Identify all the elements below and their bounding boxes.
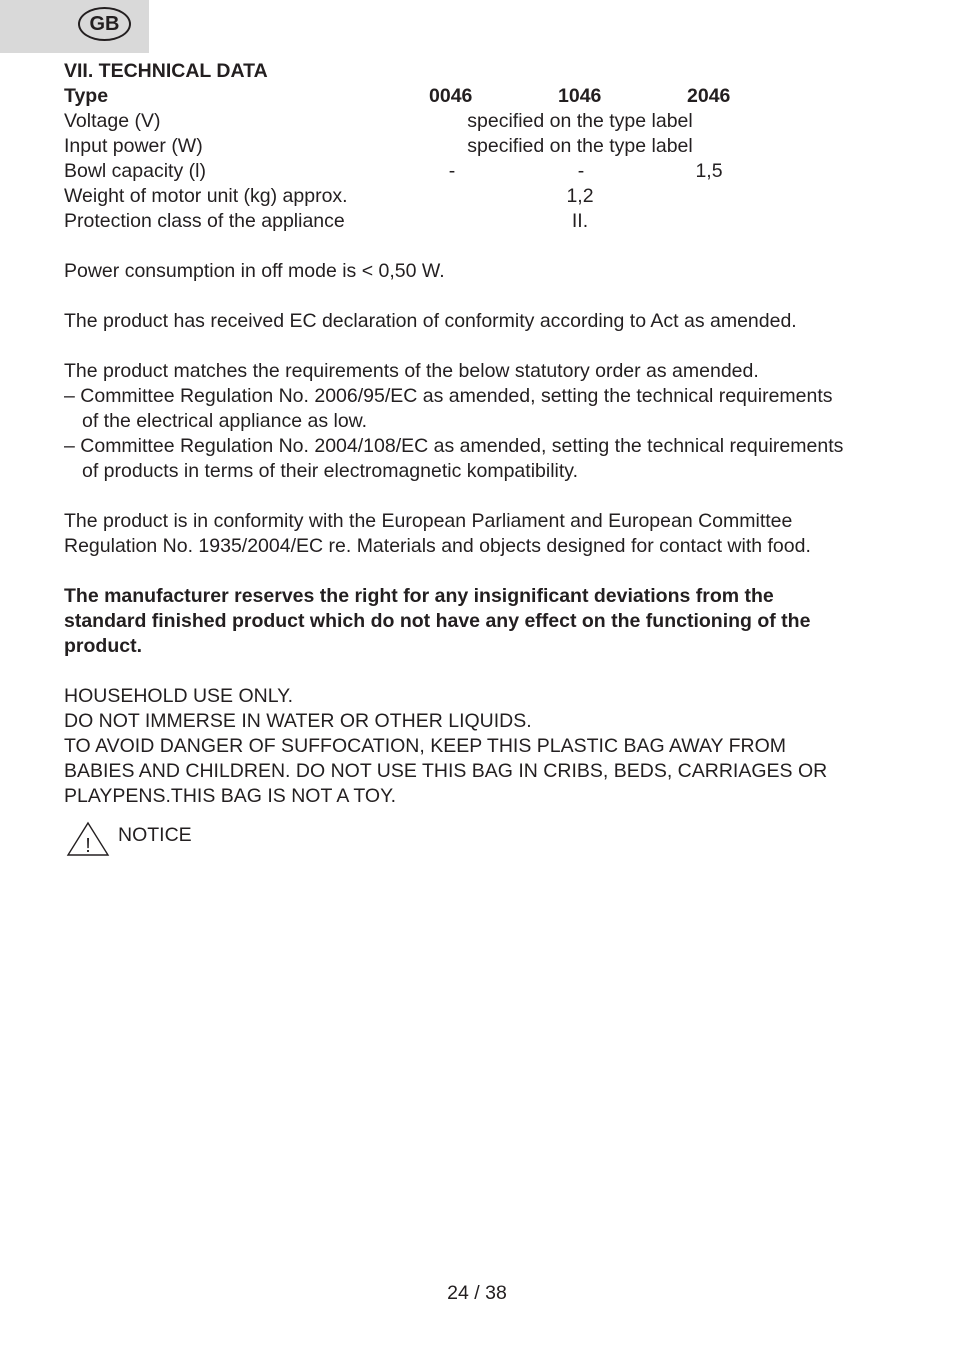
- svg-text:!: !: [85, 835, 91, 857]
- regulation-item-1-cont: of the electrical appliance as low.: [82, 410, 368, 432]
- row-value-2046: 1,5: [695, 160, 723, 182]
- row-value: 1,2: [566, 185, 594, 207]
- regulation-item-1: – Committee Regulation No. 2006/95/EC as amended, setting the technical requirements: [64, 385, 833, 407]
- row-label: Input power (W): [64, 135, 203, 157]
- page-number: 24 / 38: [447, 1282, 507, 1304]
- food-conformity-line-2: Regulation No. 1935/2004/EC re. Materials and objects designed for contact with food.: [64, 535, 811, 557]
- bag-warning-line-3: PLAYPENS.THIS BAG IS NOT A TOY.: [64, 785, 396, 807]
- language-tab: [0, 0, 149, 53]
- row-label: Voltage (V): [64, 110, 161, 132]
- manufacturer-note-line-1: The manufacturer reserves the right for any insignificant deviations from the: [64, 585, 774, 607]
- power-consumption-text: Power consumption in off mode is < 0,50 W.: [64, 260, 445, 282]
- notice-row: [64, 821, 894, 861]
- row-label: Protection class of the appliance: [64, 210, 345, 232]
- household-use-text: HOUSEHOLD USE ONLY.: [64, 685, 294, 707]
- notice-label: NOTICE: [118, 824, 192, 846]
- ec-declaration-text: The product has received EC declaration of conformity according to Act as amended.: [64, 310, 797, 332]
- type-col-1046: 1046: [558, 85, 602, 107]
- bag-warning-line-2: BABIES AND CHILDREN. DO NOT USE THIS BAG IN CRIBS, BEDS, CARRIAGES OR: [64, 760, 828, 782]
- tech-row-protection-class: [64, 209, 894, 234]
- bag-warning-line-1: TO AVOID DANGER OF SUFFOCATION, KEEP THIS PLASTIC BAG AWAY FROM: [64, 735, 786, 757]
- manufacturer-note-line-2: standard finished product which do not have any effect on the functioning of the: [64, 610, 811, 632]
- row-label: Bowl capacity (l): [64, 160, 206, 182]
- manufacturer-note-line-3: product.: [64, 635, 142, 657]
- language-badge: GB: [78, 7, 131, 41]
- tech-row-bowl-capacity: [64, 159, 894, 184]
- requirements-intro: The product matches the requirements of the below statutory order as amended.: [64, 360, 759, 382]
- regulation-item-2-cont: of products in terms of their electromagnetic kompatibility.: [82, 460, 579, 482]
- immerse-warning-text: DO NOT IMMERSE IN WATER OR OTHER LIQUIDS.: [64, 710, 532, 732]
- row-value: specified on the type label: [467, 135, 693, 157]
- type-label: Type: [64, 85, 109, 107]
- food-conformity-line-1: The product is in conformity with the European Parliament and European Committee: [64, 510, 793, 532]
- tech-table-header: [64, 84, 894, 109]
- row-value: specified on the type label: [467, 110, 693, 132]
- type-col-0046: 0046: [429, 85, 473, 107]
- warning-triangle-icon: [66, 821, 110, 857]
- row-label: Weight of motor unit (kg) approx.: [64, 185, 348, 207]
- tech-row-input-power: [64, 134, 894, 159]
- section-title: VII. TECHNICAL DATA: [64, 60, 268, 82]
- tech-row-weight: [64, 184, 894, 209]
- regulation-item-2: – Committee Regulation No. 2004/108/EC as amended, setting the technical requirements: [64, 435, 844, 457]
- row-value-1046: -: [577, 160, 585, 182]
- tech-row-voltage: [64, 109, 894, 134]
- type-col-2046: 2046: [687, 85, 731, 107]
- row-value: II.: [571, 210, 589, 232]
- row-value-0046: -: [448, 160, 456, 182]
- document-content: [64, 59, 894, 861]
